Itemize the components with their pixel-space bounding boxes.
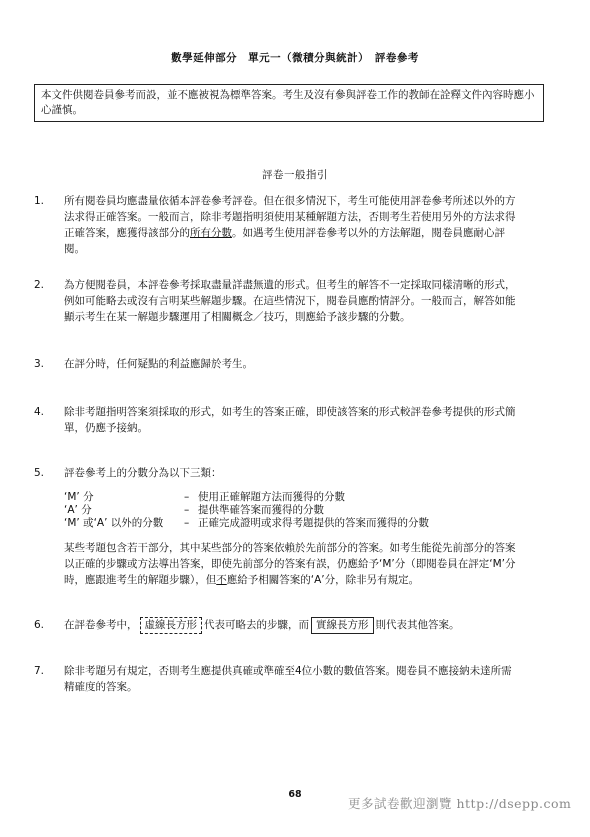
item-number: 4. [34,406,45,418]
item-number: 2. [34,279,45,291]
mark-category-row: ‘M’ 或‘A’ 以外的分數 – 正確完成證明或求得考題提供的答案而獲得的分數 [64,517,429,529]
guideline-item-7 [34,663,518,695]
item-text: 評卷參考上的分數分為以下三類： [64,467,222,479]
section-title: 評卷一般指引 [262,169,328,181]
item-text: 在評分時，任何疑點的利益應歸於考生。 [64,358,253,370]
guideline-item-2 [34,277,518,325]
item-text: 為方便閱卷員，本評卷參考採取盡量詳盡無遺的形式。但考生的解答不一定採取同樣清晰的形式，例如可能略去或沒有言明某些解題步驟。在這些情況下，閱卷員應酌情評分。一般而言，解答如能顯示考生在某一解題步驟運用了相關概念／技巧，則應給予該步驟的分數。 [64,279,516,323]
item-number: 5. [34,467,45,479]
item-number: 1. [34,195,45,207]
underlined-text: 所有分數 [190,227,232,239]
mark-category-row: ‘M’ 分 – 使用正確解題方法而獲得的分數 [64,491,345,503]
guideline-item-6 [34,617,518,634]
underlined-text: 不 [216,574,227,586]
item-text-continued: 某些考題包含若干部分，其中某些部分的答案依賴於先前部分的答案。如考生能從先前部分的答案以正確的步驟或方法導出答案，即使先前部分的答案有誤，仍應給予‘M’分（即閱卷員在評定‘M’分時，應跟進考生的解題步驟），但不應給予相關答案的‘A’分，除非另有規定。 [64,542,516,586]
item-number: 6. [34,619,45,631]
item-number: 7. [34,665,45,677]
disclaimer-notice: 本文件供閱卷員參考而設，並不應被視為標準答案。考生及沒有參與評卷工作的教師在詮釋文件內容時應小心謹慎。 [34,84,544,122]
page-header-title: 數學延伸部分 單元一（微積分與統計） 評卷參考 [171,52,419,64]
guideline-item-3 [34,356,518,372]
mark-categories [64,491,518,530]
guideline-item-1 [34,193,518,257]
guideline-item-5 [34,465,518,588]
item-number: 3. [34,358,45,370]
mark-category-row: ‘A’ 分 – 提供準確答案而獲得的分數 [64,504,324,516]
page-number: 68 [288,789,302,800]
solid-box-label: 實線長方形 [311,617,374,634]
guideline-item-4 [34,404,518,436]
item-text: 除非考題指明答案須採取的形式，如考生的答案正確，即使該答案的形式較評卷參考提供的形式簡單，仍應予接納。 [64,406,516,434]
item-text: 在評卷參考中， 虛線長方形 代表可略去的步驟，而 實線長方形 則代表其他答案。 [48,617,518,634]
site-watermark: 更多試卷歡迎瀏覽 http://dsepp.com [348,796,572,811]
dashed-box-label: 虛線長方形 [140,617,203,634]
item-text: 所有閱卷員均應盡量依循本評卷參考評卷。但在很多情況下，考生可能使用評卷參考所述以外的方法求得正確答案。一般而言，除非考題指明須使用某種解題方法，否則考生若使用另外的方法求得正確答案，應獲得該部分的所有分數。如遇考生使用評卷參考以外的方法解題，閱卷員應耐心評閱。 [64,195,516,255]
item-text: 除非考題另有規定，否則考生應提供真確或準確至4位小數的數值答案。閱卷員不應接納未達所需精確度的答案。 [64,665,512,693]
